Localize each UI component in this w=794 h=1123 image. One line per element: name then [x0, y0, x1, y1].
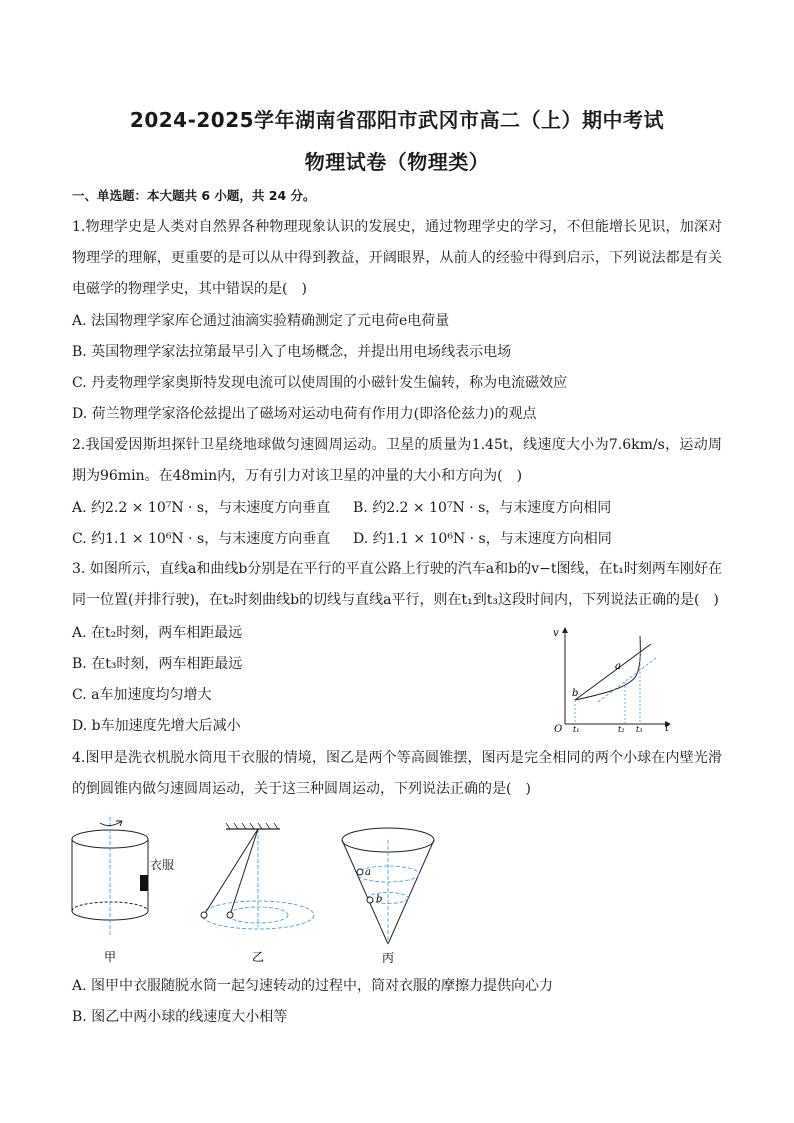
- line-a: [575, 644, 651, 700]
- figure-yi: [196, 823, 326, 965]
- v-axis-label: v: [553, 628, 559, 639]
- vt-graph: [548, 622, 676, 734]
- q2-option-c: C. 约1.1 × 10⁶N · s，与末速度方向垂直: [72, 531, 331, 547]
- q3-option-d: D. b车加速度先增大后减小: [72, 718, 241, 734]
- cone-ball-b: [367, 897, 373, 903]
- q2-stem: 2.我国爱因斯坦探针卫星绕地球做匀速圆周运动。卫星的质量为1.45t，线速度大小为7.6km/s，运动周期为96min。在48min内，万有引力对该卫星的冲量的大小和方向为( ): [72, 437, 722, 484]
- exam-subtitle: 物理试卷（物理类）: [304, 150, 490, 174]
- exam-title: 2024-2025学年湖南省邵阳市武冈市高二（上）期中考试: [129, 108, 665, 132]
- q2-option-d: D. 约1.1 × 10⁶N · s，与末速度方向相同: [353, 531, 612, 547]
- q3-option-c: C. a车加速度均匀增大: [72, 687, 212, 703]
- string-2: [230, 829, 258, 915]
- section-heading-text: 一、单选题：本大题共 6 小题，共 24 分。: [72, 188, 316, 203]
- rotation-arrow-icon: [100, 821, 122, 826]
- q1-option-d: D. 荷兰物理学家洛伦兹提出了磁场对运动电荷有作用力(即洛伦兹力)的观点: [72, 406, 537, 422]
- q4-option-b: B. 图乙中两小球的线速度大小相等: [72, 1009, 288, 1025]
- figure-jia: [66, 817, 162, 965]
- label-b: b: [572, 688, 579, 699]
- figure-bing: [338, 826, 438, 966]
- cone-ball-a: [357, 869, 363, 875]
- figure-yi-label: 乙: [252, 950, 265, 964]
- cone-label-b: b: [376, 894, 383, 905]
- q3-stem: 3. 如图所示，直线a和曲线b分别是在平行的平直公路上行驶的汽车a和b的v−t图线，在t₁时刻两车刚好在同一位置(并排行驶)，在t₂时刻曲线b的切线与直线a平行，则在t₁到t₃这段时间内，下列说法正确的是( ): [72, 561, 722, 608]
- q3-option-b: B. 在t₃时刻，两车相距最远: [72, 656, 243, 672]
- clothes-icon: [140, 875, 148, 891]
- q4-stem: 4.图甲是洗衣机脱水筒甩干衣服的情境，图乙是两个等高圆锥摆，图丙是完全相同的两个小球在内壁光滑的倒圆锥内做匀速圆周运动，关于这三种圆周运动，下列说法正确的是( ): [72, 750, 722, 797]
- ball-1: [201, 912, 207, 918]
- figure-jia-label: 甲: [104, 950, 117, 964]
- q1-stem: 1.物理学史是人类对自然界各种物理现象认识的发展史，通过物理学史的学习，不但能增长见识，加深对物理学的理解，更重要的是可以从中得到教益，开阔眼界，从前人的经验中得到启示，下列说法都是有关电磁学的物理学史，其中错误的是( ): [72, 219, 722, 297]
- q1-option-c: C. 丹麦物理学家奥斯特发现电流可以使周围的小磁针发生偏转，称为电流磁效应: [72, 375, 568, 391]
- t1-label: t₁: [573, 725, 580, 734]
- string-1: [204, 829, 258, 915]
- t-axis-label: t: [665, 723, 670, 734]
- section-heading: [72, 186, 316, 206]
- q1-option-b: B. 英国物理学家法拉第最早引入了电场概念，并提出用电场线表示电场: [72, 344, 512, 360]
- q3-option-a: A. 在t₂时刻，两车相距最远: [72, 625, 243, 641]
- tangent-line: [598, 658, 656, 702]
- origin-label: O: [554, 724, 563, 734]
- t3-label: t₃: [636, 725, 643, 734]
- q4-option-a: A. 图甲中衣服随脱水筒一起匀速转动的过程中，筒对衣服的摩擦力提供向心力: [72, 978, 554, 994]
- q2-option-a: A. 约2.2 × 10⁷N · s，与末速度方向垂直: [72, 500, 331, 516]
- cone-label-a: a: [365, 867, 371, 878]
- t2-label: t₂: [618, 725, 625, 734]
- clothes-label: 衣服: [150, 858, 175, 872]
- q2-option-b: B. 约2.2 × 10⁷N · s，与末速度方向相同: [353, 500, 612, 516]
- curve-b: [575, 636, 640, 700]
- figure-bing-label: 丙: [382, 951, 395, 965]
- label-a: a: [615, 661, 621, 672]
- q1-option-a: A. 法国物理学家库仑通过油滴实验精确测定了元电荷e电荷量: [72, 313, 450, 329]
- ball-2: [227, 912, 233, 918]
